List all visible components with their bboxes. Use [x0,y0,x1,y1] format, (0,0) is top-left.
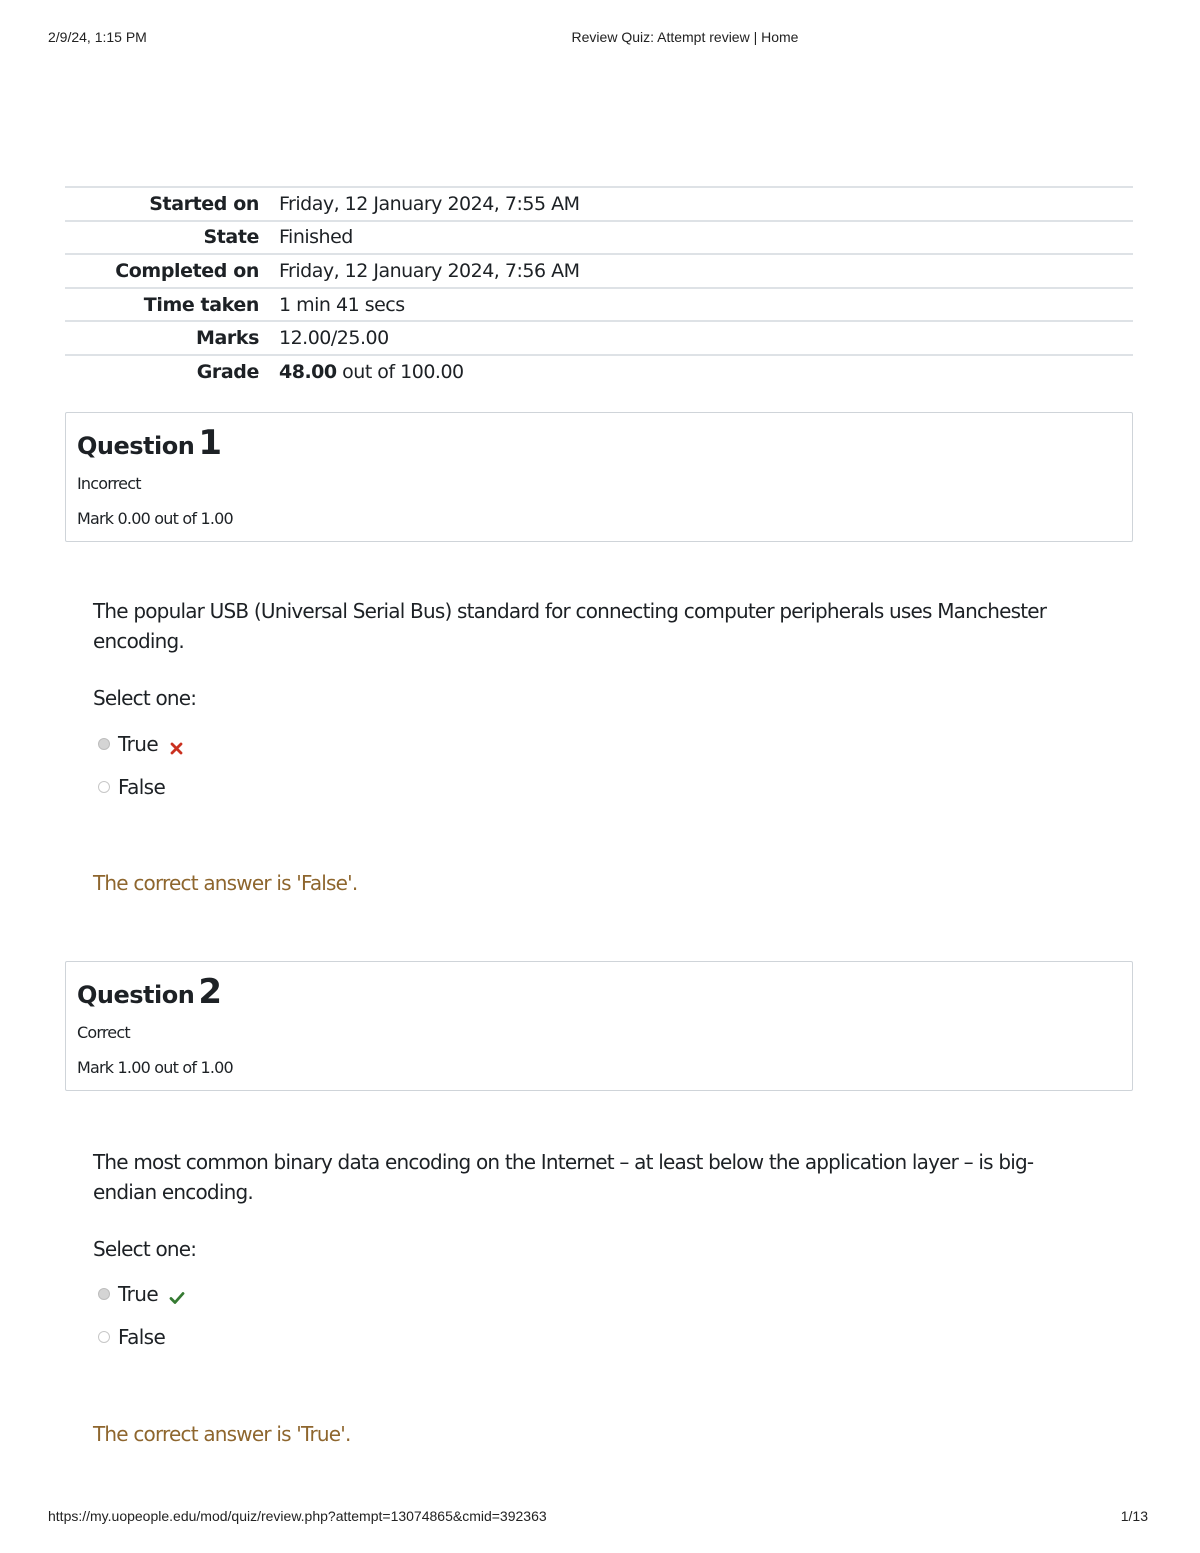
summary-row-state [65,221,1133,255]
summary-label: Completed on [115,259,259,282]
radio-button[interactable] [98,781,110,793]
select-one-prompt: Select one: [93,686,197,710]
print-url: https://my.uopeople.edu/mod/quiz/review.php?attempt=13074865&cmid=392363 [48,1508,547,1524]
summary-row-time-taken [65,288,1133,322]
summary-value: 1 min 41 secs [279,293,405,316]
summary-row-completed [65,254,1133,288]
summary-label: Marks [195,327,259,350]
summary-row-started [65,187,1133,221]
question-mark: Mark 0.00 out of 1.00 [77,509,233,528]
attempt-summary-table [65,186,1133,388]
radio-button[interactable] [98,1331,110,1343]
option-label: True [118,1282,159,1306]
question-text: The popular USB (Universal Serial Bus) standard for connecting computer peripherals uses Manchester encoding. [93,599,1047,653]
correct-answer-feedback: The correct answer is 'True'. [93,1422,351,1446]
question-word: Question [77,432,195,460]
question-word: Question [77,981,195,1009]
summary-value: 12.00/25.00 [279,327,389,350]
summary-label: Started on [149,192,259,215]
question-text: The most common binary data encoding on the Internet – at least below the application layer – is big-endian encoding. [93,1150,1034,1204]
summary-value [269,355,1133,388]
question-number: 2 [198,972,222,1012]
select-one-prompt: Select one: [93,1237,197,1261]
question-title [77,972,222,1012]
print-footer [0,1508,1200,1526]
print-date-time: 2/9/24, 1:15 PM [48,29,147,45]
correct-answer-feedback: The correct answer is 'False'. [93,871,358,895]
incorrect-cross-icon [170,736,183,760]
option-label: True [118,732,159,756]
summary-value: Friday, 12 January 2024, 7:55 AM [279,192,580,215]
print-page-number: 1/13 [1120,1508,1148,1524]
print-header [0,29,1200,47]
option-label: False [118,775,166,799]
question-mark: Mark 1.00 out of 1.00 [77,1058,233,1077]
question-info-box [65,412,1133,542]
summary-value: Friday, 12 January 2024, 7:56 AM [279,259,580,282]
summary-label: Grade [196,360,259,383]
summary-label: State [203,226,259,249]
option-label: False [118,1325,166,1349]
question-state: Incorrect [77,474,141,493]
radio-button[interactable] [98,1288,110,1300]
grade-out-of: out of 100.00 [336,360,464,383]
summary-value: Finished [279,226,353,249]
summary-label: Time taken [143,293,259,316]
question-number: 1 [198,423,222,463]
print-page-title: Review Quiz: Attempt review | Home [571,29,799,45]
question-title [77,423,222,463]
summary-row-grade [65,355,1133,388]
summary-row-marks [65,321,1133,355]
radio-button[interactable] [98,738,110,750]
question-state: Correct [77,1023,130,1042]
correct-check-icon [169,1286,185,1310]
grade-value: 48.00 [279,360,337,383]
question-info-box [65,961,1133,1091]
